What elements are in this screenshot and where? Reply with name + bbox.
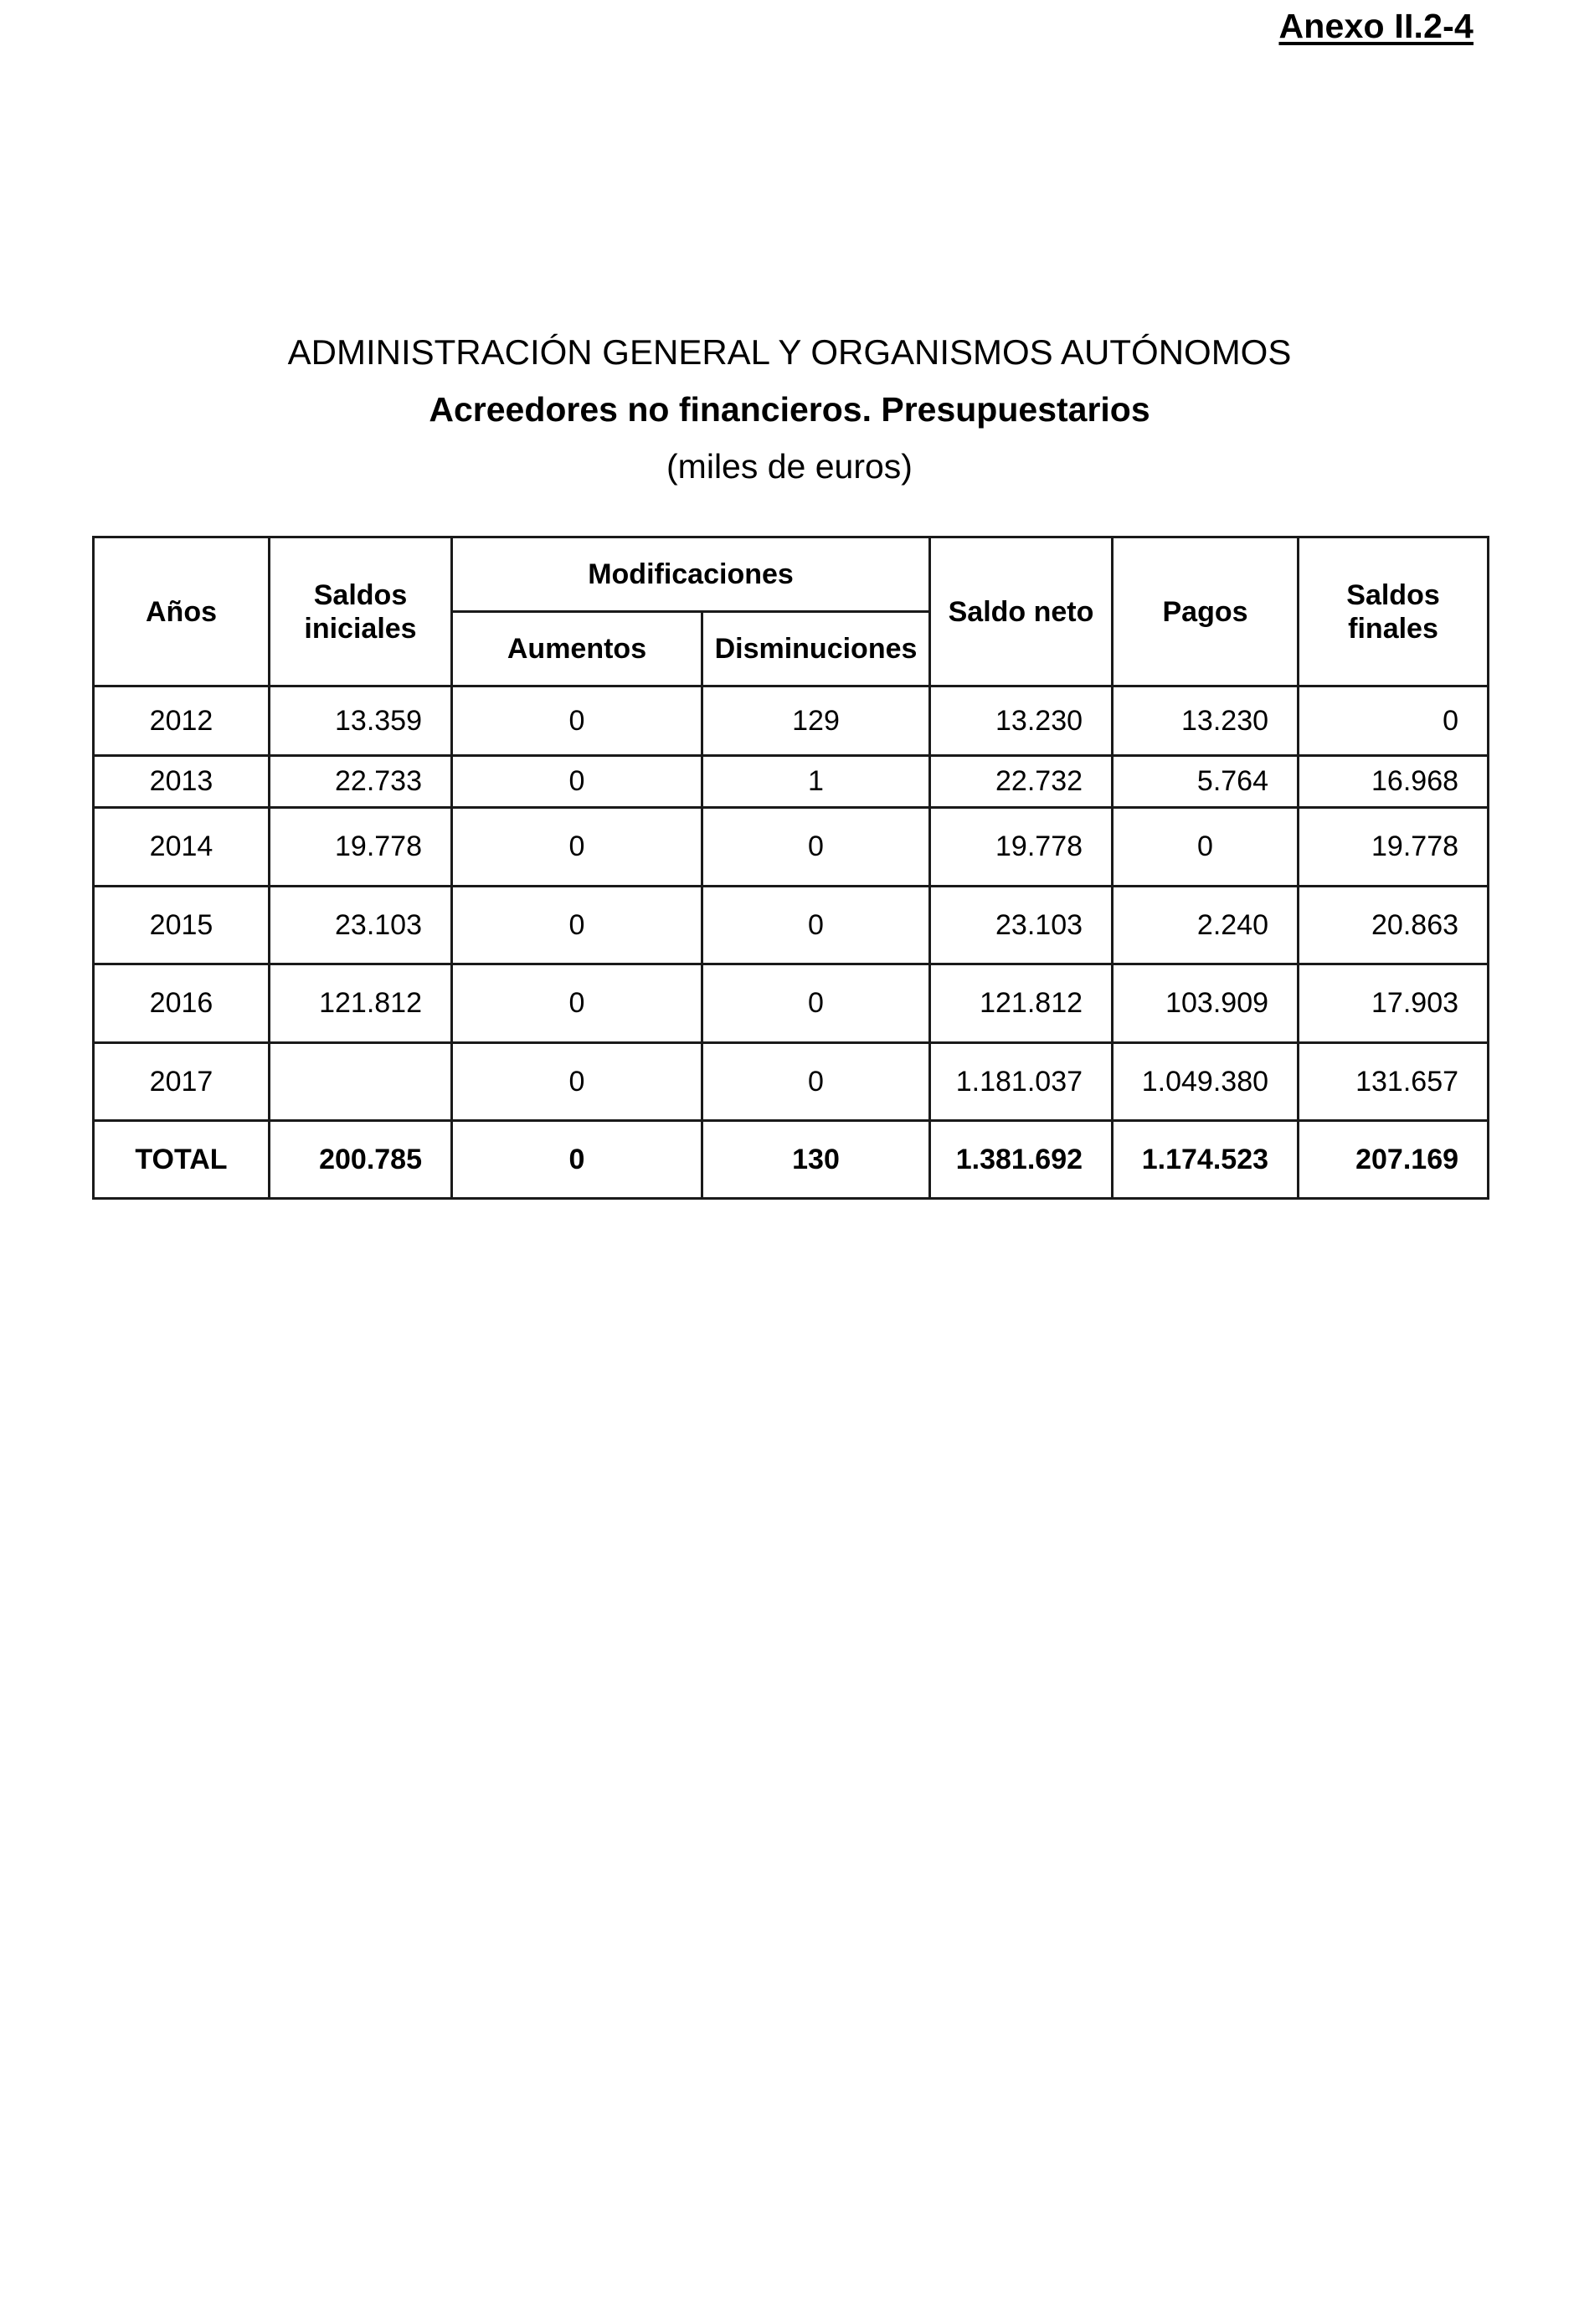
cell-year: 2016 xyxy=(94,964,270,1043)
cell-disminuciones: 0 xyxy=(702,887,930,964)
cell-saldo-neto: 19.778 xyxy=(930,808,1113,887)
cell-saldos-finales: 131.657 xyxy=(1299,1043,1489,1121)
units-note: (miles de euros) xyxy=(666,447,913,486)
cell-disminuciones: 1 xyxy=(702,756,930,808)
cell-saldos-finales: 19.778 xyxy=(1299,808,1489,887)
cell-year: 2012 xyxy=(94,686,270,756)
table-row xyxy=(94,964,1489,1043)
header-saldo-neto: Saldo neto xyxy=(930,537,1113,686)
table-row xyxy=(94,756,1489,808)
header-years: Años xyxy=(94,537,270,686)
header-modificaciones: Modificaciones xyxy=(452,537,930,612)
cell-pagos: 0 xyxy=(1113,808,1299,887)
cell-pagos: 13.230 xyxy=(1113,686,1299,756)
cell-pagos: 1.049.380 xyxy=(1113,1043,1299,1121)
table-row xyxy=(94,887,1489,964)
cell-aumentos: 0 xyxy=(452,1043,702,1121)
cell-disminuciones: 129 xyxy=(702,686,930,756)
cell-pagos: 5.764 xyxy=(1113,756,1299,808)
cell-pagos: 2.240 xyxy=(1113,887,1299,964)
cell-year: 2015 xyxy=(94,887,270,964)
cell-saldos-iniciales: 19.778 xyxy=(270,808,452,887)
cell-pagos: 103.909 xyxy=(1113,964,1299,1043)
cell-saldos-iniciales: 23.103 xyxy=(270,887,452,964)
cell-saldo-neto: 13.230 xyxy=(930,686,1113,756)
table-row xyxy=(94,686,1489,756)
cell-saldos-finales: 20.863 xyxy=(1299,887,1489,964)
total-row xyxy=(94,1121,1489,1199)
total-aumentos: 0 xyxy=(452,1121,702,1199)
cell-saldos-iniciales xyxy=(270,1043,452,1121)
cell-saldos-finales: 17.903 xyxy=(1299,964,1489,1043)
cell-disminuciones: 0 xyxy=(702,808,930,887)
cell-saldo-neto: 23.103 xyxy=(930,887,1113,964)
total-saldos-iniciales: 200.785 xyxy=(270,1121,452,1199)
cell-saldo-neto: 1.181.037 xyxy=(930,1043,1113,1121)
cell-saldo-neto: 121.812 xyxy=(930,964,1113,1043)
cell-saldos-finales: 0 xyxy=(1299,686,1489,756)
creditors-table xyxy=(92,536,1489,1200)
header-saldos-iniciales: Saldos iniciales xyxy=(270,537,452,686)
page-subtitle: Acreedores no financieros. Presupuestarios xyxy=(429,390,1150,429)
table-row xyxy=(94,808,1489,887)
cell-aumentos: 0 xyxy=(452,756,702,808)
cell-aumentos: 0 xyxy=(452,808,702,887)
cell-saldos-iniciales: 121.812 xyxy=(270,964,452,1043)
cell-saldos-finales: 16.968 xyxy=(1299,756,1489,808)
header-saldos-finales: Saldos finales xyxy=(1299,537,1489,686)
total-disminuciones: 130 xyxy=(702,1121,930,1199)
cell-saldo-neto: 22.732 xyxy=(930,756,1113,808)
header-aumentos: Aumentos xyxy=(452,612,702,686)
cell-disminuciones: 0 xyxy=(702,1043,930,1121)
cell-saldos-iniciales: 13.359 xyxy=(270,686,452,756)
cell-year: 2017 xyxy=(94,1043,270,1121)
cell-aumentos: 0 xyxy=(452,887,702,964)
cell-year: 2014 xyxy=(94,808,270,887)
header-pagos: Pagos xyxy=(1113,537,1299,686)
header-disminuciones: Disminuciones xyxy=(702,612,930,686)
total-label: TOTAL xyxy=(94,1121,270,1199)
table-row xyxy=(94,1043,1489,1121)
page-title: ADMINISTRACIÓN GENERAL Y ORGANISMOS AUTÓNOMOS xyxy=(287,332,1292,372)
total-pagos: 1.174.523 xyxy=(1113,1121,1299,1199)
cell-aumentos: 0 xyxy=(452,964,702,1043)
cell-year: 2013 xyxy=(94,756,270,808)
total-saldo-neto: 1.381.692 xyxy=(930,1121,1113,1199)
title-block xyxy=(92,331,1487,488)
cell-saldos-iniciales: 22.733 xyxy=(270,756,452,808)
total-saldos-finales: 207.169 xyxy=(1299,1121,1489,1199)
cell-disminuciones: 0 xyxy=(702,964,930,1043)
cell-aumentos: 0 xyxy=(452,686,702,756)
annex-label: Anexo II.2-4 xyxy=(1278,7,1474,45)
header-row-top xyxy=(94,537,1489,612)
